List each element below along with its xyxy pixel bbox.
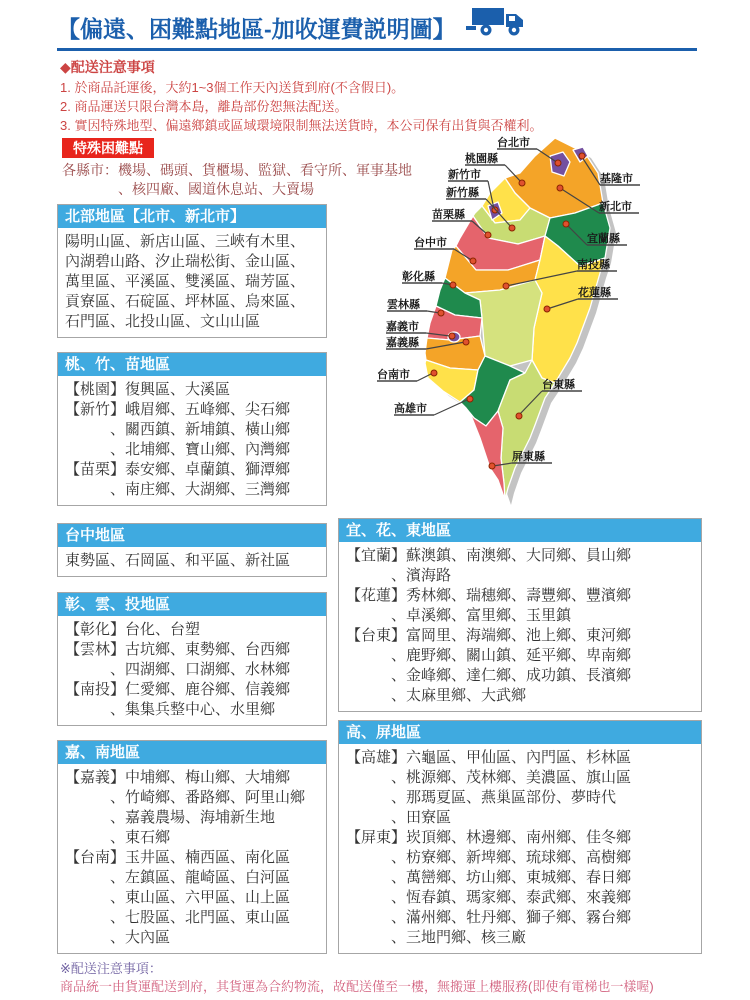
page-header — [57, 6, 697, 51]
region-line: 、桃源鄉、茂林鄉、美濃區、旗山區 — [346, 769, 632, 786]
region-line: 東勢區、石岡區、和平區、新社區 — [65, 552, 291, 569]
region-box-chia-nan — [57, 740, 327, 954]
region-line: 、左鎮區、龍崎區、白河區 — [65, 869, 291, 886]
region-header: 高、屏地區 — [339, 721, 701, 744]
region-header: 北部地區【北市、新北市】 — [58, 205, 326, 228]
map-label-xinbei: 新北市 — [599, 201, 632, 213]
region-box-yi-hua-dong — [338, 518, 702, 712]
region-line: 、四湖鄉、口湖鄉、水林鄉 — [65, 661, 291, 678]
special-line: 各縣市：機場、碼頭、貨櫃場、監獄、看守所、軍事基地 — [62, 162, 412, 178]
region-header: 台中地區 — [58, 524, 326, 547]
region-box-taichung — [57, 523, 327, 577]
map-region-pingtung — [470, 411, 505, 500]
notice-item: 2. 商品運送只限台灣本島，離島部份恕無法配送。 — [60, 99, 348, 114]
region-line: 、那瑪夏區、燕巢區部份、夢時代 — [346, 789, 617, 806]
map-label-hualien: 花蓮縣 — [578, 287, 611, 299]
region-line: 、七股區、北門區、東山區 — [65, 909, 291, 926]
region-line: 、濱海路 — [346, 567, 452, 584]
region-line: 【桃園】復興區、大溪區 — [65, 381, 231, 398]
map-label-yilan: 宜蘭縣 — [587, 233, 620, 245]
region-line: 、金峰鄉、達仁鄉、成功鎮、長濱鄉 — [346, 667, 632, 684]
region-line: 萬里區、平溪區、雙溪區、瑞芳區、 — [65, 273, 306, 290]
notice-heading: ◆配送注意事項 — [60, 59, 155, 75]
region-line: 、竹崎鄉、番路鄉、阿里山鄉 — [65, 789, 306, 806]
region-line: 【高雄】六龜區、甲仙區、內門區、杉林區 — [346, 749, 632, 766]
region-line: 【南投】仁愛鄉、鹿谷鄉、信義鄉 — [65, 681, 291, 698]
region-line: 陽明山區、新店山區、三峽有木里、 — [65, 233, 306, 250]
map-label-nantou: 南投縣 — [577, 259, 610, 271]
region-line: 、枋寮鄉、新埤鄉、琉球鄉、高樹鄉 — [346, 849, 632, 866]
region-line: 【苗栗】泰安鄉、卓蘭鎮、獅潭鄉 — [65, 461, 291, 478]
region-box-north — [57, 204, 327, 338]
region-line: 、關西鎮、新埔鎮、橫山鄉 — [65, 421, 291, 438]
map-label-changhua: 彰化縣 — [402, 271, 435, 283]
region-box-kao-ping — [338, 720, 702, 954]
region-line: 、北埔鄉、寶山鄉、內灣鄉 — [65, 441, 291, 458]
region-line: 、萬巒鄉、坊山鄉、東城鄉、春日鄉 — [346, 869, 632, 886]
region-header: 桃、竹、苗地區 — [58, 353, 326, 376]
region-line: 、南庄鄉、大湖鄉、三灣鄉 — [65, 481, 291, 498]
map-label-kaohsiung: 高雄市 — [394, 403, 427, 415]
map-label-tainan: 台南市 — [377, 369, 410, 381]
map-label-taipei: 台北市 — [497, 137, 530, 149]
region-line: 【彰化】台化、台塑 — [65, 621, 201, 638]
region-box-tao-chu-miao — [57, 352, 327, 506]
region-line: 、田寮區 — [346, 809, 452, 826]
region-line: 石門區、北投山區、文山山區 — [65, 313, 261, 330]
map-label-taoyuan: 桃園縣 — [465, 153, 498, 165]
region-line: 【屏東】崁頂鄉、林邊鄉、南州鄉、佳冬鄉 — [346, 829, 632, 846]
delivery-notice — [60, 58, 680, 135]
map-label-taitung: 台東縣 — [542, 379, 575, 391]
map-label-hsinchu-county: 新竹縣 — [446, 187, 479, 199]
region-line: 【台東】富岡里、海端鄉、池上鄉、東河鄉 — [346, 627, 632, 644]
notice-item: 3. 實因特殊地型、偏遠鄉鎮或區域環境限制無法送貨時，本公司保有出貨與否權利。 — [60, 118, 543, 133]
region-line: 、大內區 — [65, 929, 171, 946]
region-header: 彰、雲、投地區 — [58, 593, 326, 616]
region-line: 、鹿野鄉、關山鎮、延平鄉、卑南鄉 — [346, 647, 632, 664]
page-title: 【偏遠、困難點地區-加收運費説明圖】 — [57, 16, 456, 42]
region-line: 、東山區、六甲區、山上區 — [65, 889, 291, 906]
region-line: 【花蓮】秀林鄉、瑞穗鄉、壽豐鄉、豐濱鄉 — [346, 587, 632, 604]
region-line: 【台南】玉井區、楠西區、南化區 — [65, 849, 291, 866]
region-header: 宜、花、東地區 — [339, 519, 701, 542]
map-label-hsinchu-city: 新竹市 — [448, 169, 481, 181]
region-line: 、恆春鎮、瑪家鄉、泰武鄉、來義鄉 — [346, 889, 632, 906]
taiwan-county-map — [370, 128, 670, 516]
map-label-miaoli: 苗栗縣 — [432, 209, 465, 221]
delivery-truck-icon — [466, 6, 528, 43]
region-line: 【嘉義】中埔鄉、梅山鄉、大埔鄉 — [65, 769, 291, 786]
map-label-keelung: 基隆市 — [600, 173, 633, 185]
region-header: 嘉、南地區 — [58, 741, 326, 764]
footer-note — [60, 960, 720, 996]
map-label-yunlin: 雲林縣 — [387, 299, 420, 311]
region-line: 、集集兵整中心、水里鄉 — [65, 701, 276, 718]
region-line: 【宜蘭】蘇澳鎮、南澳鄉、大同鄉、員山鄉 — [346, 547, 632, 564]
region-line: 【新竹】峨眉鄉、五峰鄉、尖石鄉 — [65, 401, 291, 418]
map-label-pingtung: 屏東縣 — [512, 451, 545, 463]
region-line: 、卓溪鄉、富里鄉、玉里鎮 — [346, 607, 572, 624]
map-label-taichung: 台中市 — [414, 237, 447, 249]
special-line: 、核四廠、國道休息站、大賣場 — [62, 181, 314, 197]
region-line: 、東石鄉 — [65, 829, 171, 846]
region-line: 、三地門鄉、核三廠 — [346, 929, 527, 946]
region-line: 貢寮區、石碇區、坪林區、烏來區、 — [65, 293, 306, 310]
region-line: 、嘉義農場、海埔新生地 — [65, 809, 276, 826]
region-line: 、太麻里鄉、大武鄉 — [346, 687, 527, 704]
region-line: 、滿州鄉、牡丹鄉、獅子鄉、霧台鄉 — [346, 909, 632, 926]
map-label-chiayi-county: 嘉義縣 — [386, 337, 419, 349]
special-badge: 特殊困難點 — [62, 138, 154, 158]
region-box-chang-yun-tou — [57, 592, 327, 726]
region-line: 內湖碧山路、汐止瑞松街、金山區、 — [65, 253, 306, 270]
footer-body: 商品統一由貨運配送到府，其貨運為合約物流，故配送僅至一樓，無搬運上樓服務(即使有電梯也一樣喔) — [60, 979, 654, 994]
region-line: 【雲林】古坑鄉、東勢鄉、台西鄉 — [65, 641, 291, 658]
footer-heading: ※配送注意事項： — [60, 961, 162, 976]
notice-item: 1. 於商品託運後，大約1~3個工作天內送貨到府(不含假日)。 — [60, 80, 405, 95]
map-label-chiayi-city: 嘉義市 — [386, 321, 419, 333]
